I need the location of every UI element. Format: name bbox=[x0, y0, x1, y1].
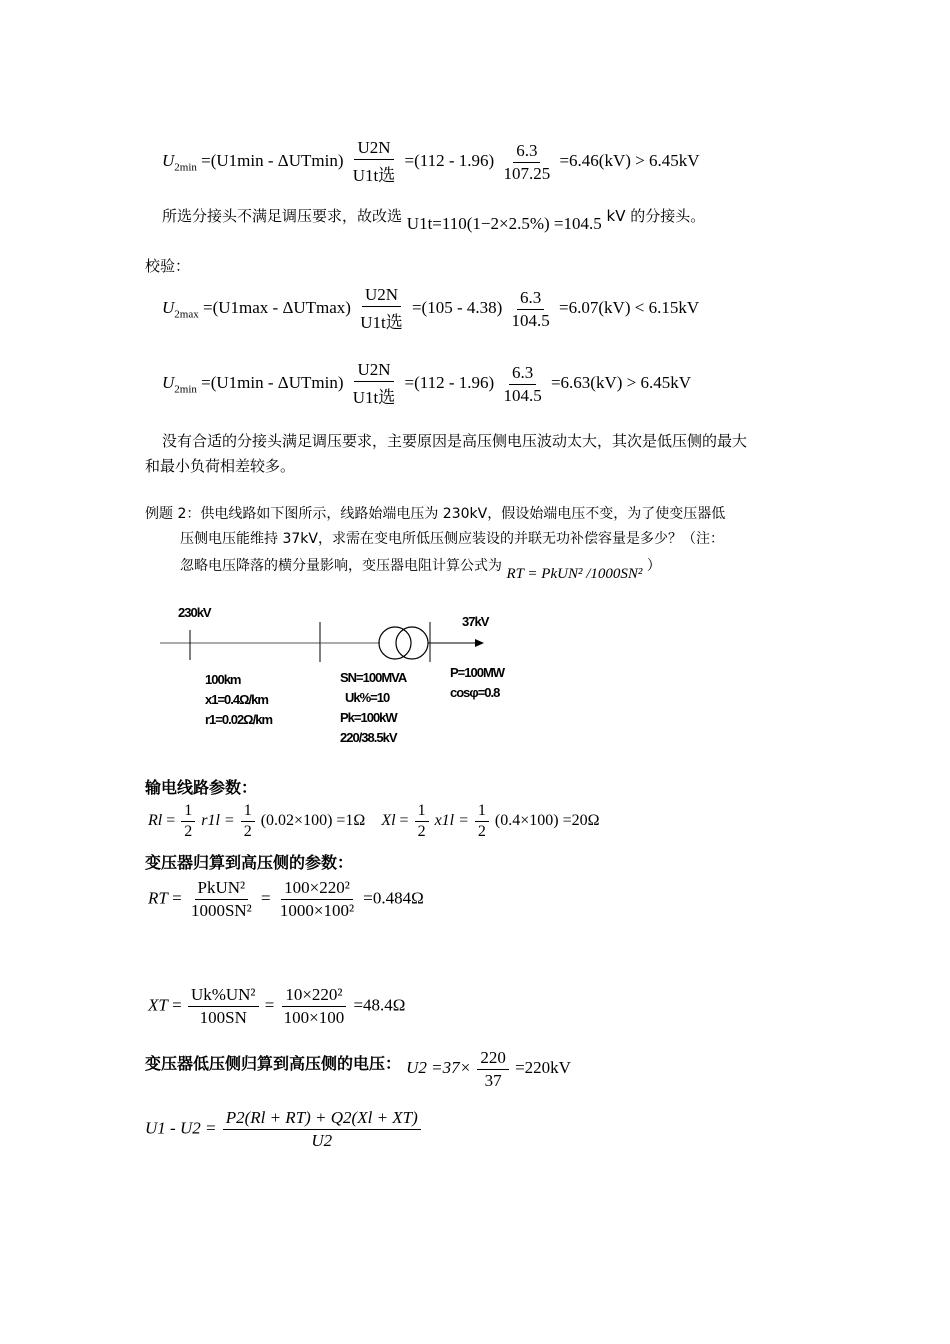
diagram-source-voltage: 230kV bbox=[178, 605, 211, 620]
transformer-coil-2 bbox=[396, 627, 428, 659]
eq-rl-xl: Rl = $\frac{1}{2}$ r1l = $\frac{1}{2}$ (0.02×100) =1Ω Xl = $\frac{1}{2}$ x1l = $\frac{1}{2}$ (0.4×100) =20Ω bbox=[148, 802, 600, 840]
diagram-trans-s: SN=100MVA bbox=[340, 670, 407, 685]
section-line-params: 输电线路参数： bbox=[145, 778, 258, 797]
diagram-line-r: r1=0.02Ω/km bbox=[205, 712, 273, 727]
diagram-line-x: x1=0.4Ω/km bbox=[205, 692, 268, 707]
transformer-coil-1 bbox=[379, 627, 411, 659]
eq-delta-u: U1 - U2 = $\frac{P2(Rl + RT) + Q2(Xl + XT)}{U2}$ bbox=[145, 1108, 423, 1151]
eq-u2min-first: $U_{2min} =(U1\min - \Delta UTmin)$ $\frac{U2N}{\text{U1t选}}$ =(112 - 1.96) $\frac{6.3}{107.25}$ =6.46(kV) > 6.45kV bbox=[162, 138, 700, 185]
diagram-line-length: 100km bbox=[205, 672, 241, 687]
low-voltage-row: 变压器低压侧归算到高压侧的电压： U2 =37× $\frac{220}{37}$ =220kV bbox=[145, 1048, 571, 1090]
para-conclusion-line1: 没有合适的分接头满足调压要求，主要原因是高压侧电压波动太大，其次是低压侧的最大 bbox=[162, 432, 748, 450]
circuit-diagram bbox=[150, 600, 550, 750]
example2-line1: 例题 2：供电线路如下图所示，线路始端电压为 230kV，假设始端电压不变，为了使变压器低 bbox=[145, 506, 726, 522]
para-conclusion-line2: 和最小负荷相差较多。 bbox=[145, 457, 296, 475]
diagram-trans-uk: Uk%=10 bbox=[345, 690, 390, 705]
eq-u2min-second: $U_{2min} =(U1\min - \Delta UTmin)$ $\frac{U2N}{\text{U1t选}}$ =(112 - 1.96) $\frac{6.3}{104.5}$ =6.63(kV) > 6.45kV bbox=[162, 360, 692, 407]
diagram-load-p: P=100MW bbox=[450, 665, 505, 680]
label-check: 校验： bbox=[145, 257, 191, 275]
diagram-load-cos: cosφ=0.8 bbox=[450, 685, 500, 700]
example2-line3: 忽略电压降落的横分量影响，变压器电阻计算公式为 RT = PkUN² /1000SN² ） bbox=[180, 558, 661, 582]
example2-line2: 压侧电压能维持 37kV，求需在变电所低压侧应装设的并联无功补偿容量是多少？（注： bbox=[180, 531, 724, 547]
diagram-trans-ratio: 220/38.5kV bbox=[340, 730, 397, 745]
eq-u2max: $U_{2max} =(U1\max - \Delta UTmax)$ $\frac{U2N}{\text{U1t选}}$ =(105 - 4.38) $\frac{6.3}{104.5}$ =6.07(kV) < 6.15kV bbox=[162, 285, 700, 332]
section-trans-params: 变压器归算到高压侧的参数： bbox=[145, 853, 354, 872]
diagram-load-voltage: 37kV bbox=[462, 614, 489, 629]
diagram-trans-pk: Pk=100kW bbox=[340, 710, 397, 725]
load-arrow-icon bbox=[475, 639, 484, 647]
eq-xt: XT = $\frac{\text{Uk\%UN²}}{100SN}$ = $\frac{\text{10×220²}}{100\times 100}$ =48.4Ω bbox=[148, 985, 406, 1027]
para-change-tap: 所选分接头不满足调压要求，故改选 U1t=110(1−2×2.5%) =104.5 kV 的分接头。 bbox=[162, 207, 706, 233]
eq-rt: RT = $\frac{\text{PkUN²}}{\text{1000SN²}}$ = $\frac{\text{100×220²}}{\text{1000×100²}}$ =0.484Ω bbox=[148, 878, 424, 920]
